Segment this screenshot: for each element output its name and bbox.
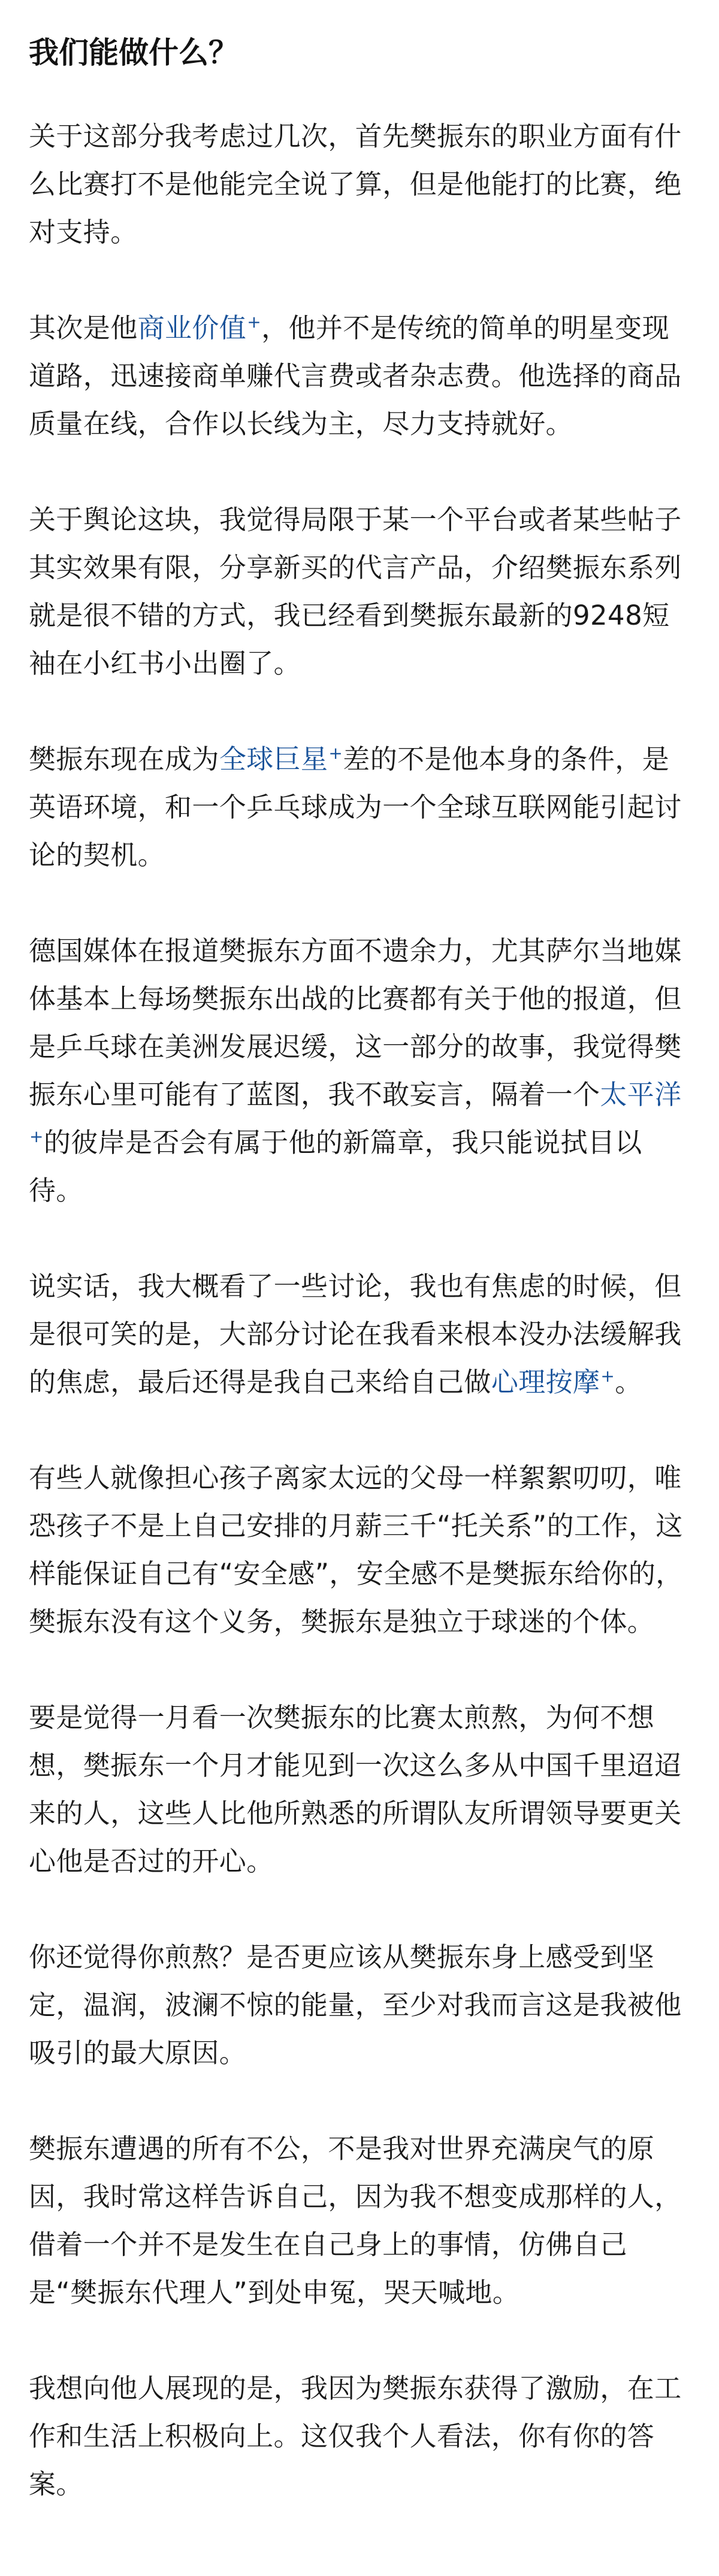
- paragraph: [29, 735, 690, 879]
- paragraph-text: 你还觉得你煎熬？是否更应该从樊振东身上感受到坚定，温润，波澜不惊的能量，至少对我而言这是我被他吸引的最大原因。: [29, 1941, 682, 2069]
- paragraph-text: 差的不是他本身的条件，是英语环境，和一个乒乓球成为一个全球互联网能引起讨论的契机。: [29, 743, 682, 871]
- keyword-link[interactable]: 商业价值: [137, 312, 247, 344]
- paragraph: [29, 1263, 690, 1406]
- paragraph: [29, 927, 690, 1215]
- keyword-link[interactable]: 全球巨星: [219, 743, 328, 775]
- article-heading: 我们能做什么？: [29, 35, 238, 70]
- keyword-plus-icon: +: [600, 1366, 615, 1386]
- paragraph: [29, 2125, 690, 2317]
- paragraph: [29, 496, 690, 688]
- paragraph-text: 德国媒体在报道樊振东方面不遗余力，尤其萨尔当地媒体基本上每场樊振东出战的比赛都有关于他的报道，但是乒乓球在美洲发展迟缓，这一部分的故事，我觉得樊振东心里可能有了蓝图，我不敢妄言，隔着一个: [29, 935, 682, 1110]
- paragraph-text: 要是觉得一月看一次樊振东的比赛太煎熬，为何不想想，樊振东一个月才能见到一次这么多从中国千里迢迢来的人，这些人比他所熟悉的所谓队友所谓领导要更关心他是否过的开心。: [29, 1702, 682, 1877]
- paragraph-text: 关于舆论这块，我觉得局限于某一个平台或者某些帖子其实效果有限，分享新买的代言产品，介绍樊振东系列就是很不错的方式，我已经看到樊振东最新的9248短袖在小红书小出圈了。: [29, 504, 682, 679]
- paragraph-text: 樊振东现在成为: [29, 743, 219, 775]
- keyword-plus-icon: +: [328, 743, 343, 763]
- keyword-link[interactable]: 太平洋: [600, 1079, 682, 1110]
- paragraph: [29, 304, 690, 448]
- paragraph: [29, 1694, 690, 1885]
- paragraph-text: 其次是他: [29, 312, 138, 344]
- paragraph: [29, 113, 690, 256]
- paragraph-text: 的彼岸是否会有属于他的新篇章，我只能说拭目以待。: [29, 1127, 642, 1206]
- paragraph-text: 关于这部分我考虑过几次，首先樊振东的职业方面有什么比赛打不是他能完全说了算，但是他能打的比赛，绝对支持。: [29, 120, 682, 248]
- paragraph-text: 樊振东遭遇的所有不公，不是我对世界充满戾气的原因，我时常这样告诉自己，因为我不想变成那样的人，借着一个并不是发生在自己身上的事情，仿佛自己是“樊振东代理人”到处申冤，哭天喊地。: [29, 2133, 682, 2308]
- paragraph: [29, 1454, 690, 1646]
- paragraph: [29, 1933, 690, 2077]
- paragraph-text: 。: [615, 1366, 642, 1398]
- paragraph-text: 有些人就像担心孩子离家太远的父母一样絮絮叨叨，唯恐孩子不是上自己安排的月薪三千“托关系”的工作，这样能保证自己有“安全感”，安全感不是樊振东给你的，樊振东没有这个义务，樊振东是独立于球迷的个体。: [29, 1462, 683, 1637]
- paragraph: [29, 2365, 690, 2508]
- paragraph-text: 说实话，我大概看了一些讨论，我也有焦虑的时候，但是很可笑的是，大部分讨论在我看来根本没办法缓解我的焦虑，最后还得是我自己来给自己做: [29, 1270, 682, 1398]
- keyword-plus-icon: +: [29, 1127, 44, 1146]
- article-body: [29, 113, 690, 2508]
- paragraph-text: ，他并不是传统的简单的明星变现道路，迅速接商单赚代言费或者杂志费。他选择的商品质量在线，合作以长线为主，尽力支持就好。: [29, 312, 682, 440]
- keyword-link[interactable]: 心理按摩: [491, 1366, 600, 1398]
- paragraph-text: 我想向他人展现的是，我因为樊振东获得了激励，在工作和生活上积极向上。这仅我个人看法，你有你的答案。: [29, 2372, 682, 2500]
- keyword-plus-icon: +: [247, 312, 262, 332]
